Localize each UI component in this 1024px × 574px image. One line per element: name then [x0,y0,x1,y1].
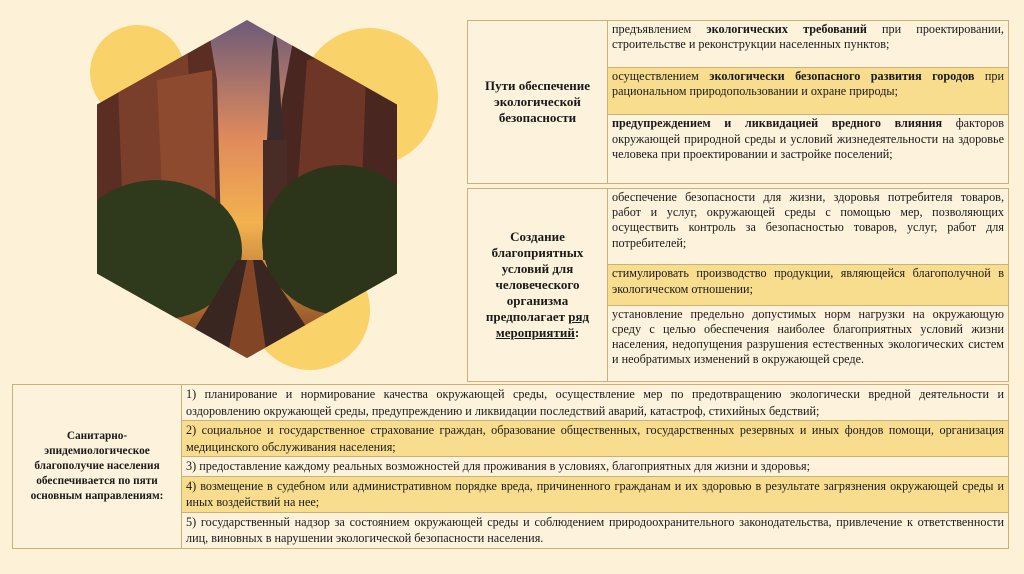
block1-title-text: Пути обеспечение экологической безопасности [484,78,591,125]
block3-item-5: 5) государственный надзор за состоянием окружающей среды и соблюдением природоохранительного законодательства, привлечение к ответственности лиц, виновных в нарушении экологической безопасности населения. [182,512,1009,548]
block1-item-1-post: при проектировании, строительстве и реконструкции населенных пунктов; [612,22,1004,52]
block3-item-1: 1) планирование и нормирование качества окружающей среды, осуществление мер по предотвращению экологически вредной деятельности и оздоровлению окружающей среды, предупреждению и ликвидации последствий аварий, катастроф, стихийных бедствий; [182,385,1009,421]
block2-item-1: обеспечение безопасности для жизни, здоровья потребителя товаров, работ и услуг, окружающей среды с помощью мер, позволяющих осуществить контроль за безопасностью товаров, услуг, работ для потребителей; [608,189,1009,265]
table-sanitary-wellbeing [12,384,1009,549]
block1-item-2-pre: осуществлением [612,69,710,84]
table-environmental-safety [467,20,1009,184]
block1-item-3-bold: предупреждением и ликвидацией вредного влияния [612,116,943,131]
block1-item-1-bold: экологических требований [706,22,867,36]
block1-item-1-pre: предъявлением [612,22,707,36]
block3-title: Санитарно-эпидемиологическое благополучие населения обеспечивается по пяти основным направлениям: [13,385,182,549]
block2-title-underlined: ряд мероприятий [495,309,590,340]
block2-title-end: : [574,325,580,340]
block3-item-4: 4) возмещение в судебном или административном порядке вреда, причиненного гражданам и их здоровью в результате загрязнения окружающей среды и иных воздействий на нее; [182,476,1009,512]
block3-item-3: 3) предоставление каждому реальных возможностей для проживания в условиях, благоприятных для жизни и здоровья; [182,457,1009,477]
block1-item-3 [608,115,1009,184]
block1-item-3-post: факторов окружающей природной среды и условий жизнедеятельности на здоровье человека при проектировании и застройке поселений; [612,116,1004,161]
block2-title-main: Создание благоприятных условий для человеческого организма предполагает [485,229,584,324]
block1-item-2-bold: экологически безопасного развития городов [709,69,975,84]
block1-title [468,21,608,184]
block1-item-2 [608,68,1009,115]
block1-item-1 [608,21,1009,68]
block2-title [468,189,608,382]
block2-item-2: стимулировать производство продукции, являющейся благополучной в экологическом отношении; [608,265,1009,305]
city-street-sunset-photo [97,20,397,358]
block2-item-3: установление предельно допустимых норм нагрузки на окружающую среду с целью обеспечения наиболее благоприятных условий жизни населения, недопущения разрушения естественных экологических систем и необратимых изменений в окружающей среде. [608,305,1009,382]
block1-item-2-post: при рациональном природопользовании и охране природы; [612,69,1004,99]
block3-item-2: 2) социальное и государственное страхование граждан, образование общественных, государственных резервных и иных фондов помощи, организация медицинского обслуживания населения; [182,421,1009,457]
table-favorable-conditions [467,188,1009,382]
city-photo [97,20,397,358]
